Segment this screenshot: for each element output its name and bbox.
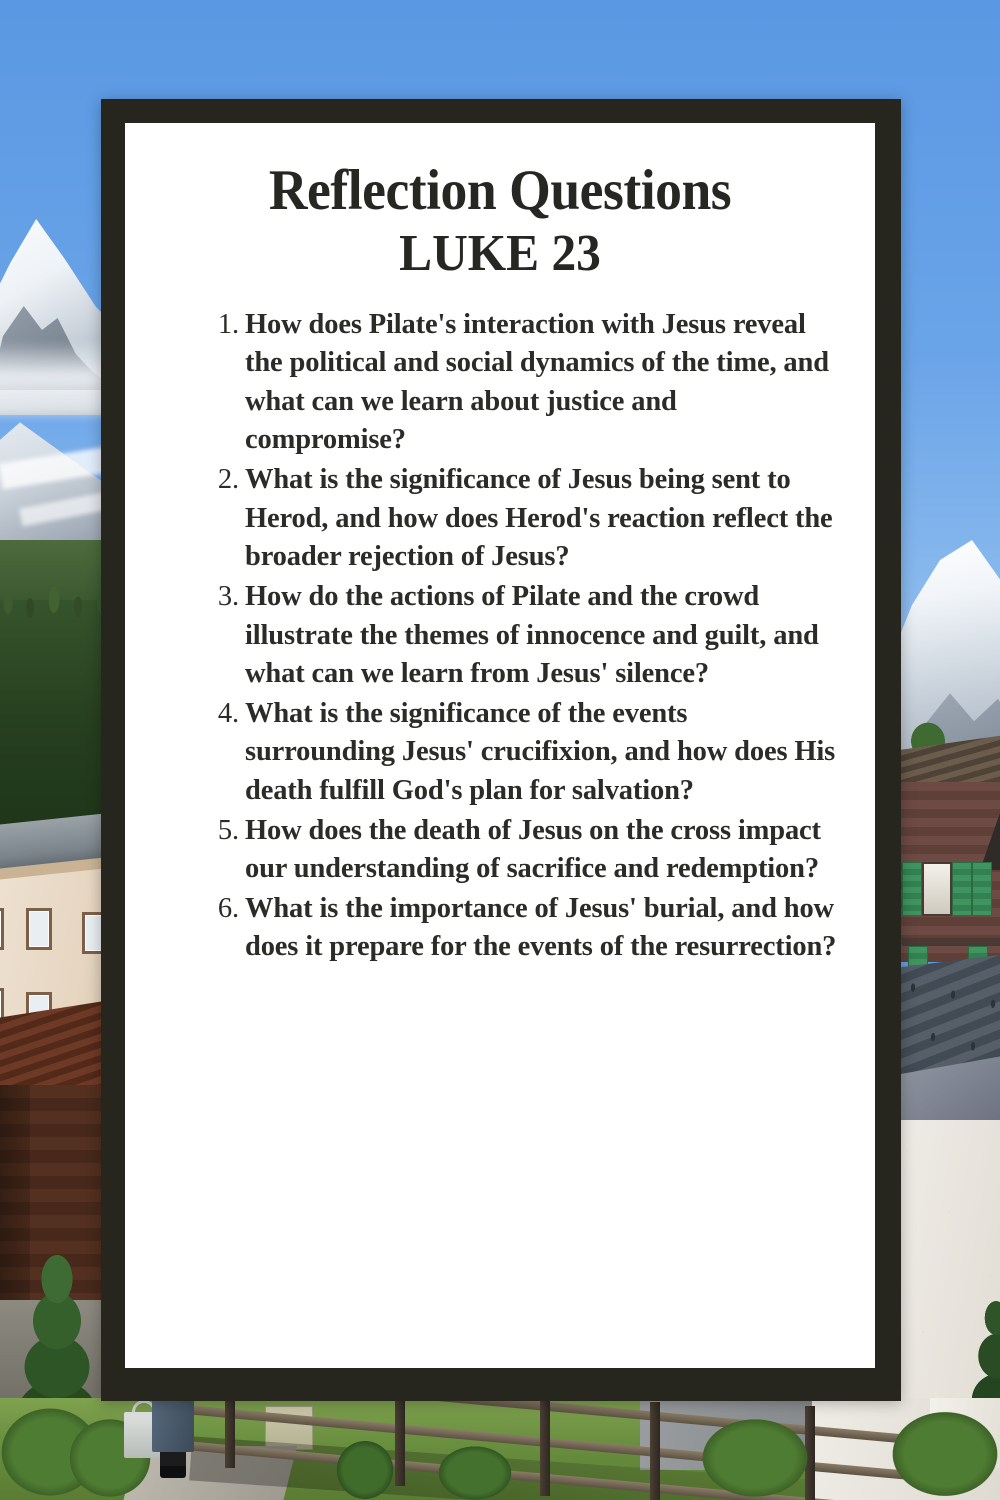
list-item: How does Pilate's interaction with Jesus reveal the political and social dynamics of the time, and what can we learn about justice and compromise?: [245, 308, 829, 456]
page-title: Reflection Questions: [268, 159, 732, 222]
list-item: What is the significance of Jesus being sent to Herod, and how does Herod's reaction reflect the broader rejection of Jesus?: [245, 464, 833, 573]
page-subtitle: LUKE 23: [399, 225, 601, 283]
reflection-question-list: [159, 306, 841, 967]
list-item: What is the significance of the events surrounding Jesus' crucifixion, and how does His death fulfill God's plan for salvation?: [245, 697, 836, 806]
shrub: [330, 1434, 400, 1500]
chalet-window: [922, 862, 952, 916]
fence-post: [225, 1398, 235, 1468]
list-item: How does the death of Jesus on the cross impact our understanding of sacrifice and redemption?: [245, 814, 821, 885]
fence-post: [540, 1400, 550, 1496]
poster-card: [125, 123, 875, 1368]
green-shutter: [952, 862, 972, 916]
window: [26, 908, 52, 950]
window: [0, 908, 4, 950]
chalet-sill: [902, 938, 1000, 946]
shrub: [430, 1440, 520, 1500]
list-item: What is the importance of Jesus' burial, and how does it prepare for the events of the resurrection?: [245, 892, 837, 963]
bottom-scene-strip: [0, 1398, 1000, 1500]
green-shutter: [902, 862, 922, 916]
green-shutter: [972, 862, 992, 916]
person-walking-coat: [152, 1398, 194, 1452]
fence-post: [650, 1402, 660, 1500]
shrub: [690, 1410, 820, 1500]
list-item: How do the actions of Pilate and the crowd illustrate the themes of innocence and guilt, and what can we learn from Jesus' silence?: [245, 580, 819, 690]
shrub: [880, 1402, 1000, 1500]
